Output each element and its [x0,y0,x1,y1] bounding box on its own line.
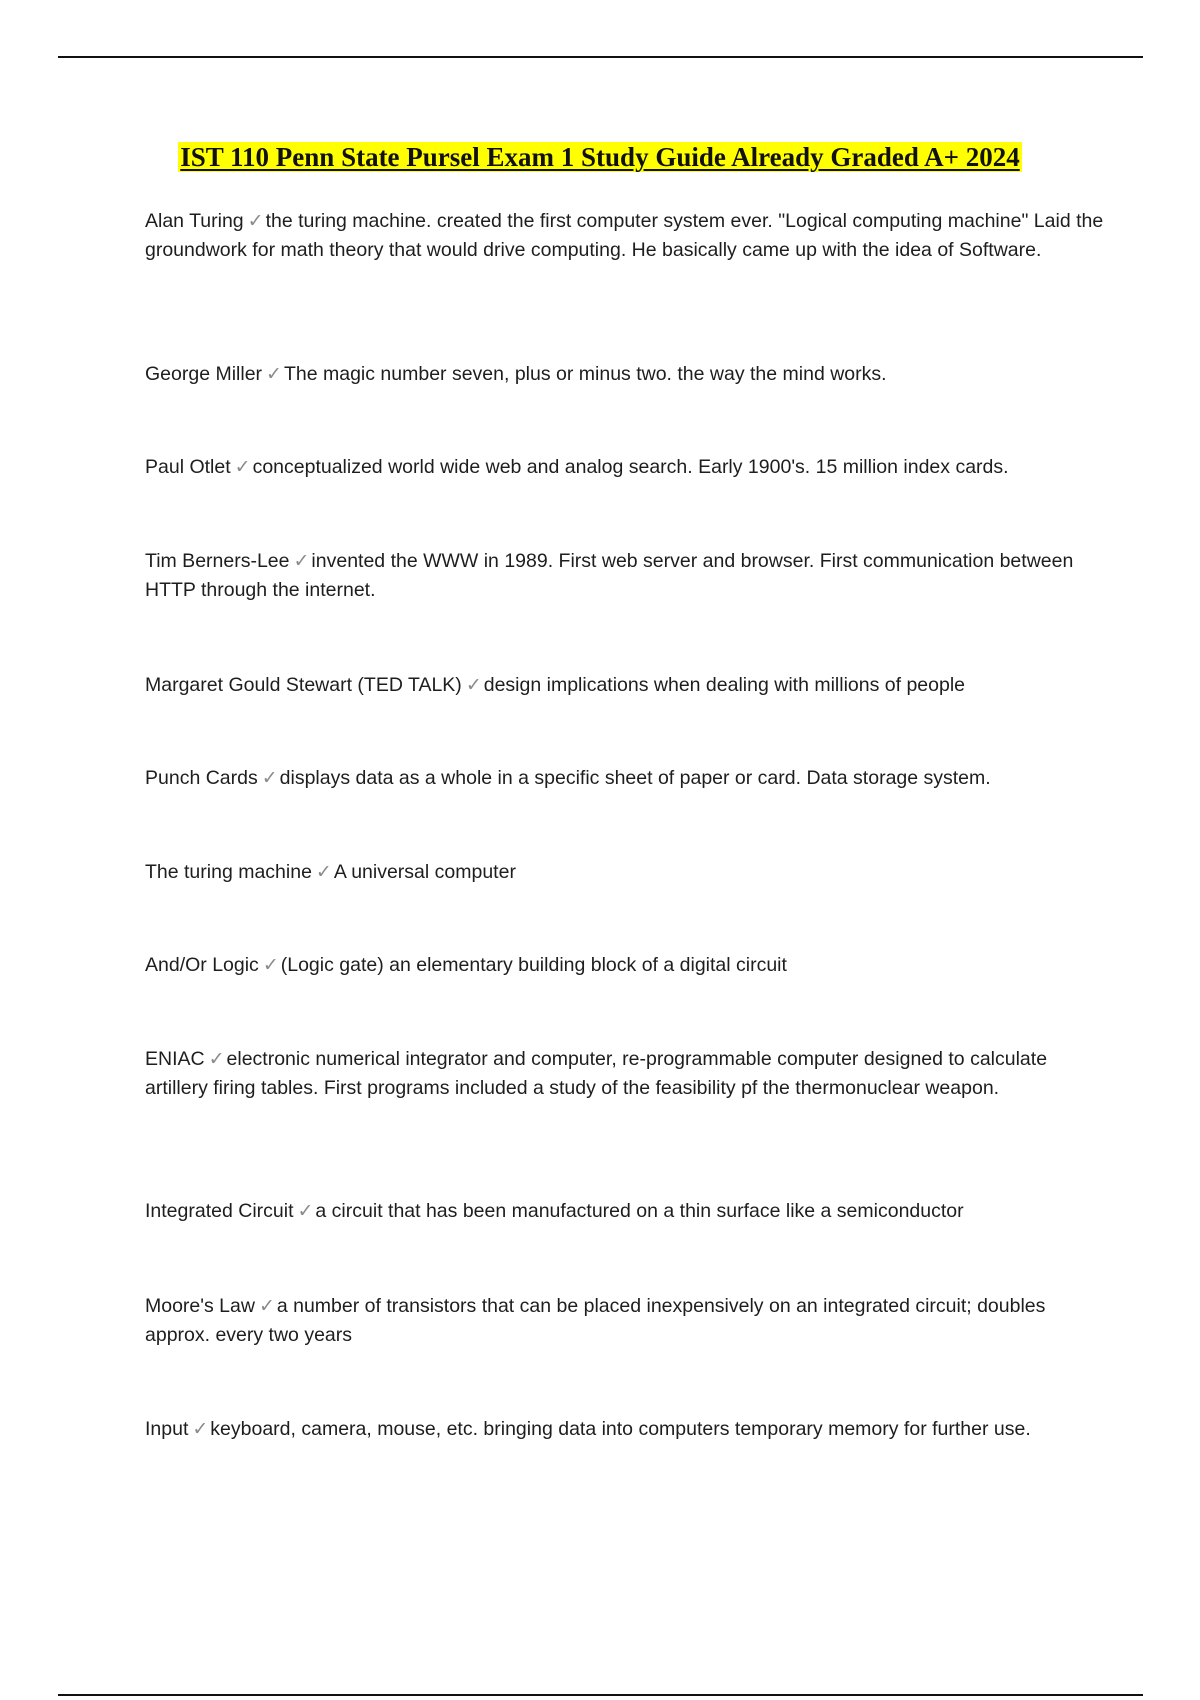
check-mark-icon: ✓ [297,1200,314,1222]
check-mark-icon: ✓ [247,210,264,232]
check-mark-icon: ✓ [465,674,482,696]
entry-eniac [145,1045,1105,1103]
entry-term: Moore's Law [145,1295,255,1317]
check-mark-icon: ✓ [266,363,282,385]
document-title: IST 110 Penn State Pursel Exam 1 Study Guide Already Graded A+ 2024 [180,142,1020,172]
entry-definition: The magic number seven, plus or minus two. the way the mind works. [283,363,887,385]
entry-definition: design implications when dealing with millions of people [483,674,966,696]
entry-punch-cards [145,764,1105,793]
entry-definition: (Logic gate) an elementary building block of a digital circuit [280,954,787,976]
check-mark-icon: ✓ [234,456,251,478]
bottom-rule [58,1694,1143,1696]
entry-term: And/Or Logic [145,954,259,976]
top-rule [58,56,1143,58]
entry-and-or-logic [145,951,1105,980]
entry-margaret-gould-stewart [145,671,1105,700]
entry-george-miller [145,360,1105,389]
entry-definition: keyboard, camera, mouse, etc. bringing data into computers temporary memory for further use. [210,1418,1031,1440]
entry-paul-otlet [145,453,1105,482]
entry-integrated-circuit [145,1197,1105,1226]
entry-moores-law [145,1292,1105,1350]
entry-input [145,1415,1105,1444]
entry-tim-berners-lee [145,547,1105,605]
entry-term: Integrated Circuit [145,1200,294,1222]
entry-term: Alan Turing [145,210,244,232]
entry-definition: A universal computer [333,861,516,883]
entry-definition: a circuit that has been manufactured on a thin surface like a semiconductor [315,1200,964,1222]
check-mark-icon: ✓ [315,861,332,883]
check-mark-icon: ✓ [261,767,278,789]
entry-definition: invented the WWW in 1989. First web server and browser. First communication between HTTP through the internet. [145,550,1074,601]
check-mark-icon: ✓ [262,954,279,976]
entry-definition: electronic numerical integrator and computer, re-programmable computer designed to calculate artillery firing tables. First programs included a study of the feasibility pf the thermonuclear weapon. [145,1048,1048,1099]
entry-definition: conceptualized world wide web and analog search. Early 1900's. 15 million index cards. [252,456,1009,478]
title-container [0,142,1200,173]
check-mark-icon: ✓ [293,550,310,572]
entry-term: George Miller [145,363,263,385]
entry-term: ENIAC [145,1048,205,1070]
check-mark-icon: ✓ [192,1418,209,1440]
entry-term: The turing machine [145,861,312,883]
entry-alan-turing [145,207,1105,265]
entry-term: Margaret Gould Stewart (TED TALK) [145,674,462,696]
entry-term: Punch Cards [145,767,258,789]
entry-definition: a number of transistors that can be placed inexpensively on an integrated circuit; doubles approx. every two years [145,1295,1046,1346]
check-mark-icon: ✓ [208,1048,225,1070]
entry-term: Tim Berners-Lee [145,550,290,572]
check-mark-icon: ✓ [258,1295,275,1317]
entry-definition: displays data as a whole in a specific sheet of paper or card. Data storage system. [279,767,991,789]
entry-turing-machine [145,858,1105,887]
entry-term: Input [145,1418,189,1440]
entry-term: Paul Otlet [145,456,231,478]
entry-definition: the turing machine. created the first computer system ever. "Logical computing machine" Laid the groundwork for math theory that would drive computing. He basically came up with the idea of Software. [145,210,1104,261]
